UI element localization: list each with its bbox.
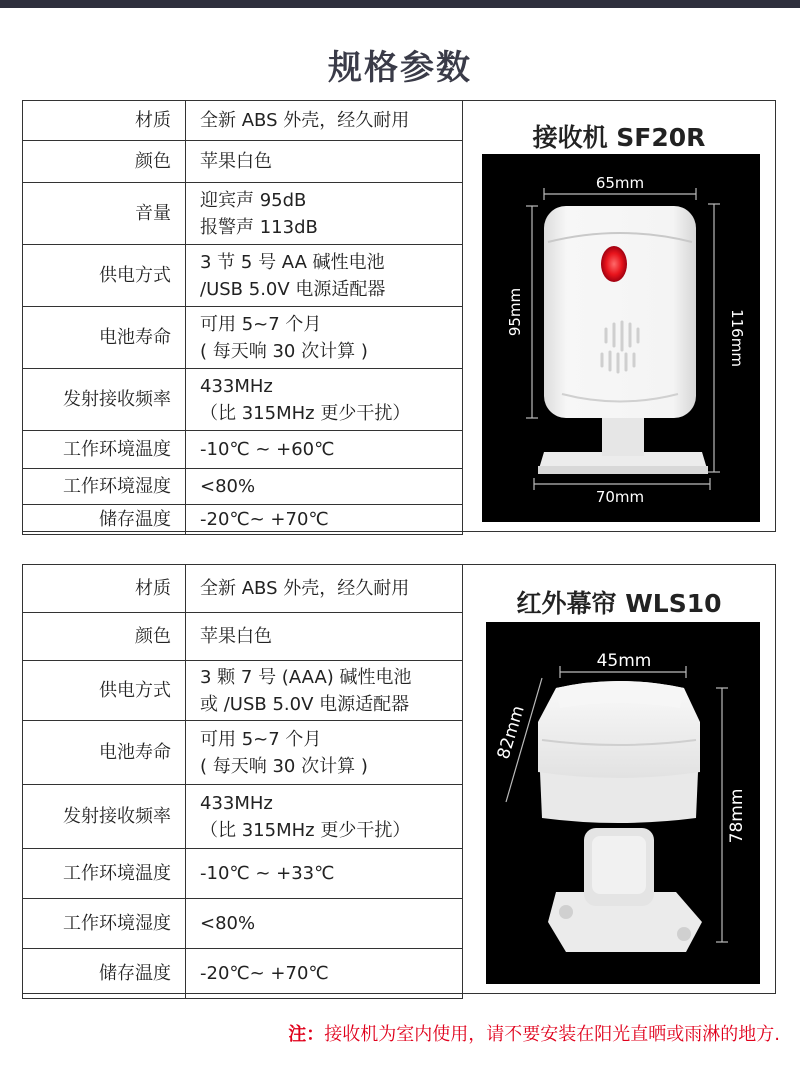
- spec-key: 供电方式: [23, 661, 186, 721]
- spec-value-line: -10℃ ~ +60℃: [200, 439, 335, 460]
- sensor-product-name: 红外幕帘 WLS10: [516, 589, 722, 618]
- spec-key: 电池寿命: [23, 721, 186, 785]
- spec-key: 电池寿命: [23, 307, 186, 369]
- spec-value-line: 433MHz: [200, 375, 273, 397]
- note-text: 接收机为室内使用，请不要安装在阳光直晒或雨淋的地方.: [324, 1024, 780, 1045]
- spec-key: 工作环境湿度: [23, 899, 186, 949]
- spec-value: [186, 101, 463, 141]
- spec-key: 音量: [23, 183, 186, 245]
- spec-value-line: 全新 ABS 外壳，经久耐用: [200, 110, 410, 131]
- spec-row: [23, 369, 463, 431]
- sensor-photo: [486, 622, 760, 984]
- spec-row: [23, 613, 463, 661]
- top-bar: [0, 0, 800, 8]
- spec-row: [23, 141, 463, 183]
- usage-note: [0, 1020, 780, 1046]
- sensor-spec-table: [22, 564, 463, 999]
- spec-key: 工作环境温度: [23, 849, 186, 899]
- spec-row: [23, 721, 463, 785]
- receiver-illustration: [482, 154, 760, 522]
- spec-value-line: 全新 ABS 外壳，经久耐用: [200, 578, 410, 599]
- spec-value: [186, 141, 463, 183]
- spec-value-line: 3 节 5 号 AA 碱性电池: [200, 251, 385, 273]
- spec-value-line: 苹果白色: [200, 626, 272, 647]
- spec-key: 供电方式: [23, 245, 186, 307]
- spec-value-line: -20℃~ +70℃: [200, 963, 329, 984]
- spec-row: [23, 307, 463, 369]
- spec-value: [186, 431, 463, 469]
- note-lead: 注：: [288, 1024, 325, 1045]
- sensor-left-diagonal: 82mm: [493, 703, 529, 762]
- page-title: 规格参数: [328, 48, 472, 88]
- spec-row: [23, 661, 463, 721]
- spec-value: [186, 721, 463, 785]
- receiver-top-width: 65mm: [595, 174, 645, 192]
- spec-key: 发射接收频率: [23, 785, 186, 849]
- spec-row: [23, 849, 463, 899]
- spec-key: 材质: [23, 565, 186, 613]
- spec-row: [23, 785, 463, 849]
- spec-key: 发射接收频率: [23, 369, 186, 431]
- spec-value-line: 报警声 113dB: [200, 216, 318, 238]
- spec-value: [186, 245, 463, 307]
- spec-value-line: 433MHz: [200, 792, 273, 814]
- spec-value: [186, 307, 463, 369]
- spec-value: [186, 661, 463, 721]
- receiver-product-name: 接收机 SF20R: [532, 123, 706, 152]
- spec-key: 材质: [23, 101, 186, 141]
- spec-value: [186, 505, 463, 535]
- spec-value-line: （比 315MHz 更少干扰）: [200, 402, 411, 424]
- spec-value-line: 或 /USB 5.0V 电源适配器: [200, 693, 410, 715]
- spec-value-line: 迎宾声 95dB: [200, 189, 307, 211]
- spec-value: [186, 469, 463, 505]
- spec-value-line: （比 315MHz 更少干扰）: [200, 819, 411, 841]
- spec-value: [186, 949, 463, 999]
- receiver-right-height: 116mm: [728, 309, 746, 367]
- spec-value: [186, 183, 463, 245]
- red-led: [601, 246, 627, 282]
- spec-key: 储存温度: [23, 505, 186, 535]
- spec-row: [23, 245, 463, 307]
- receiver-left-height: 95mm: [506, 287, 524, 337]
- spec-value: [186, 899, 463, 949]
- spec-row: [23, 431, 463, 469]
- spec-value-line: 可用 5~7 个月: [200, 313, 322, 335]
- spec-value-line: <80%: [200, 476, 256, 497]
- spec-value-line: 可用 5~7 个月: [200, 728, 322, 750]
- spec-row: [23, 183, 463, 245]
- spec-key: 工作环境温度: [23, 431, 186, 469]
- spec-row: [23, 565, 463, 613]
- spec-row: [23, 899, 463, 949]
- spec-value-line: ( 每天响 30 次计算 ): [200, 340, 368, 362]
- receiver-spec-table: [22, 100, 463, 535]
- spec-value: [186, 849, 463, 899]
- spec-row: [23, 469, 463, 505]
- sensor-illustration: [486, 622, 760, 984]
- spec-value-line: ( 每天响 30 次计算 ): [200, 755, 368, 777]
- receiver-photo: [482, 154, 760, 522]
- spec-value: [186, 613, 463, 661]
- spec-key: 颜色: [23, 613, 186, 661]
- spec-value-line: -10℃ ~ +33℃: [200, 863, 335, 884]
- spec-value: [186, 369, 463, 431]
- spec-row: [23, 505, 463, 535]
- spec-value-line: 3 颗 7 号 (AAA) 碱性电池: [200, 666, 412, 688]
- sensor-right-height: 78mm: [727, 788, 747, 844]
- spec-value-line: 苹果白色: [200, 151, 272, 172]
- spec-value-line: /USB 5.0V 电源适配器: [200, 278, 386, 300]
- spec-key: 储存温度: [23, 949, 186, 999]
- sensor-top-width: 45mm: [596, 651, 652, 671]
- spec-key: 颜色: [23, 141, 186, 183]
- spec-key: 工作环境湿度: [23, 469, 186, 505]
- spec-value-line: <80%: [200, 913, 256, 934]
- spec-value-line: -20℃~ +70℃: [200, 509, 329, 530]
- spec-row: [23, 101, 463, 141]
- spec-value: [186, 565, 463, 613]
- spec-value: [186, 785, 463, 849]
- receiver-bottom-width: 70mm: [595, 488, 645, 506]
- spec-row: [23, 949, 463, 999]
